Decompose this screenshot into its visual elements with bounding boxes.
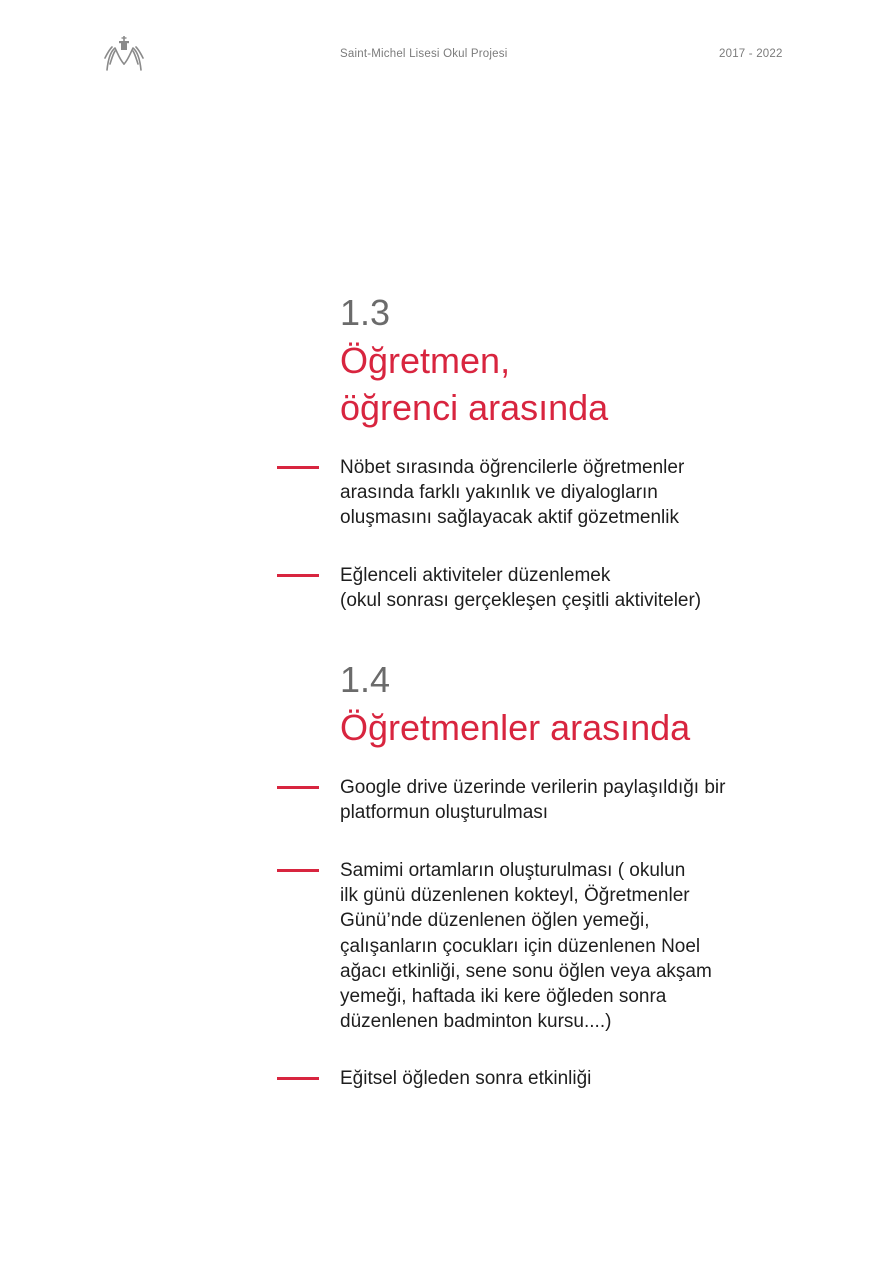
bullet-dash — [277, 786, 319, 789]
list-item — [277, 455, 807, 531]
section-number: 1.3 — [340, 292, 391, 333]
list-item — [277, 858, 807, 1034]
section-heading-line-1: Öğretmen, — [340, 340, 511, 381]
list-item — [277, 775, 807, 825]
section-number: 1.4 — [340, 659, 391, 700]
section-heading-line-2: öğrenci arasında — [340, 387, 609, 428]
list-item — [277, 563, 807, 613]
document-years: 2017 - 2022 — [719, 48, 783, 60]
section-heading-line-1: Öğretmenler arasında — [340, 707, 691, 748]
section-1-3 — [340, 293, 810, 431]
section-1-4 — [340, 660, 810, 751]
saint-michel-crest-icon — [104, 34, 144, 74]
bullet-dash — [277, 869, 319, 872]
list-item — [277, 1066, 807, 1091]
list-item-text: Eğitsel öğleden sonra etkinliği — [340, 1068, 592, 1089]
list-item-text: Nöbet sırasında öğrencilerle öğretmenler arasında farklı yakınlık ve diyalogların oluşmasını sağlayacak aktif gözetmenlik — [340, 457, 685, 529]
list-item-text: Google drive üzerinde verilerin paylaşıldığı bir platformun oluşturulması — [340, 777, 726, 824]
bullet-dash — [277, 466, 319, 469]
bullet-dash — [277, 574, 319, 577]
document-title: Saint-Michel Lisesi Okul Projesi — [340, 48, 508, 60]
list-item-text: Eğlenceli aktiviteler düzenlemek (okul sonrası gerçekleşen çeşitli aktiviteler) — [340, 565, 702, 612]
bullet-dash — [277, 1077, 319, 1080]
list-item-text: Samimi ortamların oluşturulması ( okulun ilk günü düzenlenen kokteyl, Öğretmenler Günü’nde düzenlenen öğlen yemeği, çalışanların çocukları için düzenlenen Noel ağacı etkinliği, sene sonu öğlen veya akşam yemeği, haftada iki kere öğleden sonra düzenlenen badminton kursu....) — [340, 860, 712, 1033]
